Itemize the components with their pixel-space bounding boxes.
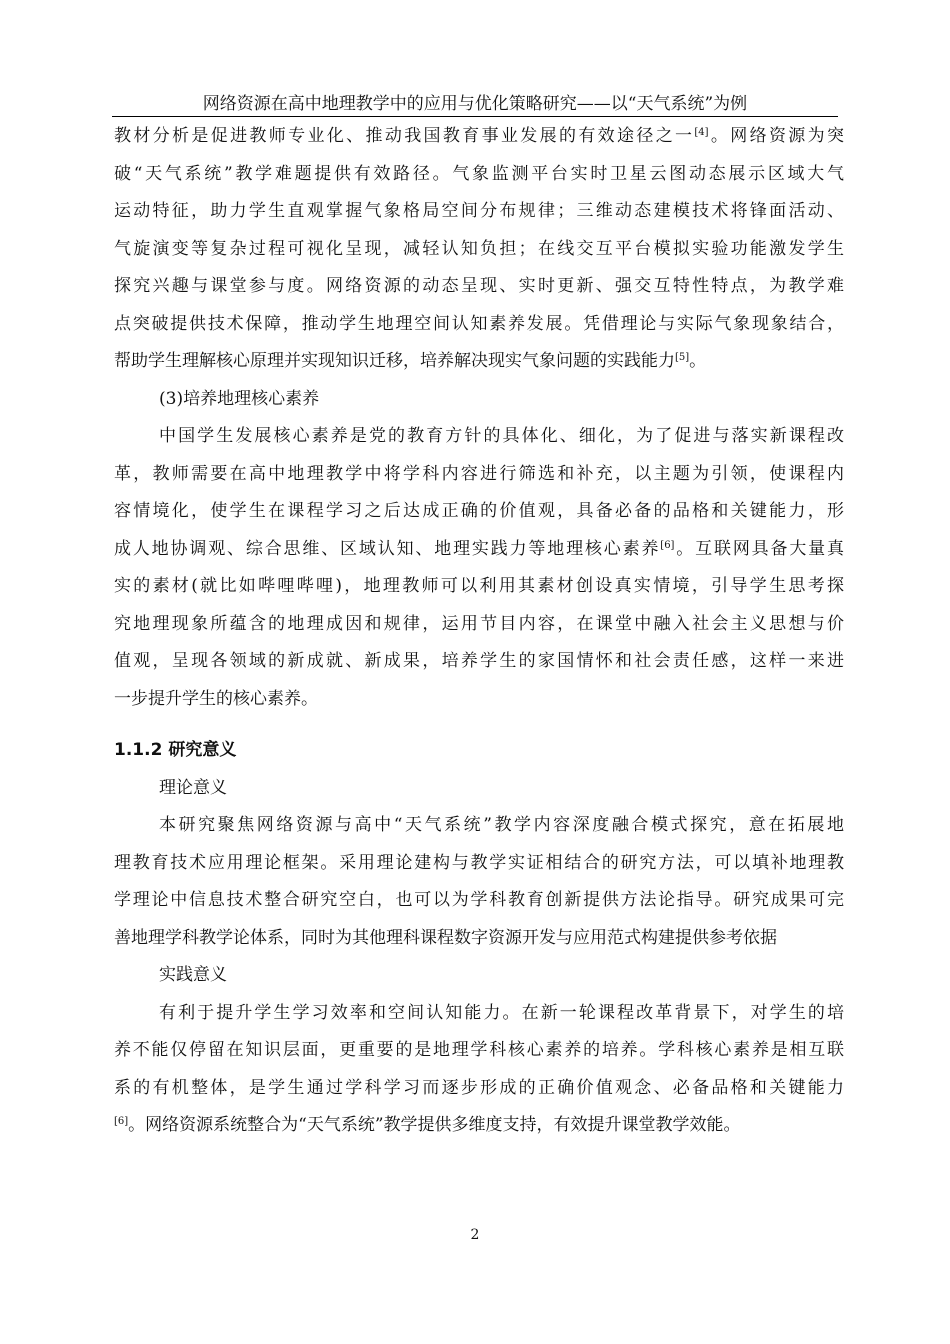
text-line: 系的有机整体，是学生通过学科学习而逐步形成的正确价值观念、必备品格和关键能力	[114, 1077, 844, 1098]
text-line: 本研究聚焦网络资源与高中“天气系统”教学内容深度融合模式探究，意在拓展地	[159, 815, 844, 835]
text-line: 学理论中信息技术整合研究空白，也可以为学科教育创新提供方法论指导。研究成果可完	[114, 890, 844, 910]
paragraph-practical-significance	[114, 995, 844, 1145]
text-line: 气旋演变等复杂过程可视化呈现，减轻认知负担；在线交互平台模拟实验功能激发学生	[114, 238, 844, 259]
text-line: 一步提升学生的核心素养。	[114, 688, 318, 709]
heading-theoretical-significance: 理论意义	[159, 777, 227, 798]
text-line: 点突破提供技术保障，推动学生地理空间认知素养发展。凭借理论与实际气象现象结合，	[114, 313, 844, 334]
text-line: 值观，呈现各领域的新成就、新成果，培养学生的家国情怀和社会责任感，这样一来进	[114, 651, 844, 671]
text-line: 实的素材(就比如哔哩哔哩)，地理教师可以利用其素材创设真实情境，引导学生思考探	[114, 576, 844, 596]
paragraph-network-resources	[114, 118, 844, 381]
section-number: 1.1.2	[114, 740, 163, 760]
document-body	[114, 118, 844, 1145]
text-line: 运动特征，助力学生直观掌握气象格局空间分布规律；三维动态建模技术将锋面活动、	[114, 201, 844, 221]
citation: [5]	[675, 352, 690, 363]
citation: [6]	[114, 1116, 129, 1127]
text-line: 探究兴趣与课堂参与度。网络资源的动态呈现、实时更新、强交互特性特点，为教学难	[114, 276, 844, 296]
header-rule	[112, 116, 838, 117]
text-line: 养不能仅停留在知识层面，更重要的是地理学科核心素养的培养。学科核心素养是相互联	[114, 1040, 844, 1060]
text-line: 容情境化，使学生在课程学习之后达成正确的价值观，具备必备的品格和关键能力，形	[114, 501, 844, 521]
text-line: 中国学生发展核心素养是党的教育方针的具体化、细化，为了促进与落实新课程改	[159, 426, 844, 446]
section-heading	[114, 732, 844, 770]
text-line: 理教育技术应用理论框架。采用理论建构与教学实证相结合的研究方法，可以填补地理教	[114, 852, 844, 873]
text-line: [6]。网络资源系统整合为“天气系统”教学提供多维度支持，有效提升课堂教学效能。	[114, 1115, 741, 1135]
heading-practical-significance: 实践意义	[159, 965, 227, 985]
paragraph-theoretical-significance	[114, 807, 844, 957]
text-line: 帮助学生理解核心原理并实现知识迁移，培养解决现实气象问题的实践能力[5]。	[114, 351, 707, 371]
text-line: 教材分析是促进教师专业化、推动我国教育事业发展的有效途径之一[4]。网络资源为突	[114, 126, 844, 146]
citation: [6]	[660, 539, 675, 551]
page-number: 2	[470, 1227, 480, 1243]
text-line: 善地理学科教学论体系，同时为其他理科课程数字资源开发与应用范式构建提供参考依据	[114, 927, 777, 948]
citation: [4]	[694, 127, 709, 138]
text-line: 究地理现象所蕴含的地理成因和规律，运用节目内容，在课堂中融入社会主义思想与价	[114, 613, 844, 634]
text-line: 破“天气系统”教学难题提供有效路径。气象监测平台实时卫星云图动态展示区域大气	[114, 163, 844, 184]
running-header: 网络资源在高中地理教学中的应用与优化策略研究——以“天气系统”为例	[202, 94, 748, 114]
subsection-heading-core-literacy: (3)培养地理核心素养	[159, 388, 320, 409]
text-line: 成人地协调观、综合思维、区域认知、地理实践力等地理核心素养[6]。互联网具备大量真	[114, 538, 844, 559]
section-title: 研究意义	[168, 740, 237, 760]
paragraph-core-literacy	[114, 418, 844, 718]
text-line: 革，教师需要在高中地理教学中将学科内容进行筛选和补充，以主题为引领，使课程内	[114, 463, 844, 484]
text-line: 有利于提升学生学习效率和空间认知能力。在新一轮课程改革背景下，对学生的培	[159, 1002, 844, 1023]
